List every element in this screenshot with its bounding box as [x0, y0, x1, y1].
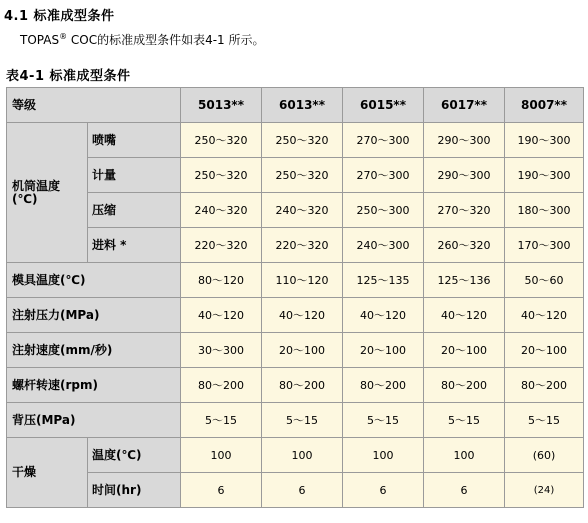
- row-label: 螺杆转速(rpm): [7, 368, 181, 403]
- grade-cell: 8007**: [505, 88, 584, 123]
- value-cell: 80～200: [262, 368, 343, 403]
- value-cell: 170～300: [505, 228, 584, 263]
- row-label: 背压(MPa): [7, 403, 181, 438]
- table-row: [7, 123, 584, 158]
- value-cell: 20～100: [424, 333, 505, 368]
- grade-cell: 5013**: [181, 88, 262, 123]
- value-cell: 100: [343, 438, 424, 473]
- row-label: 温度(℃): [88, 438, 181, 473]
- table-row: [7, 193, 584, 228]
- value-cell: 190～300: [505, 158, 584, 193]
- table-row: [7, 403, 584, 438]
- table-row: [7, 158, 584, 193]
- value-cell: 250～320: [262, 158, 343, 193]
- value-cell: 6: [262, 473, 343, 508]
- value-cell: 100: [424, 438, 505, 473]
- value-cell: 80～200: [343, 368, 424, 403]
- value-cell: 5～15: [424, 403, 505, 438]
- barrel-temperature-label: [7, 123, 88, 263]
- row-label: 时间(hr): [88, 473, 181, 508]
- value-cell: 270～300: [343, 158, 424, 193]
- table-row: [7, 473, 584, 508]
- value-cell: 6: [343, 473, 424, 508]
- registered-mark: ®: [59, 32, 68, 41]
- value-cell: 250～320: [262, 123, 343, 158]
- value-cell: 290～300: [424, 123, 505, 158]
- value-cell: 40～120: [424, 298, 505, 333]
- value-cell: 30～300: [181, 333, 262, 368]
- value-cell: 190～300: [505, 123, 584, 158]
- value-cell: 20～100: [262, 333, 343, 368]
- value-cell: 5～15: [262, 403, 343, 438]
- table-row: [7, 438, 584, 473]
- value-cell: 250～300: [343, 193, 424, 228]
- grade-cell: 6017**: [424, 88, 505, 123]
- value-cell: (60): [505, 438, 584, 473]
- value-cell: 20～100: [343, 333, 424, 368]
- row-label: 模具温度(℃): [7, 263, 181, 298]
- value-cell: 180～300: [505, 193, 584, 228]
- table-row: [7, 333, 584, 368]
- value-cell: 220～320: [181, 228, 262, 263]
- value-cell: 5～15: [181, 403, 262, 438]
- barrel-label-line1: 机筒温度: [12, 178, 61, 193]
- value-cell: 20～100: [505, 333, 584, 368]
- row-label: 喷嘴: [88, 123, 181, 158]
- intro-paragraph: [20, 31, 265, 48]
- value-cell: 40～120: [262, 298, 343, 333]
- value-cell: 125～135: [343, 263, 424, 298]
- value-cell: 240～300: [343, 228, 424, 263]
- value-cell: 250～320: [181, 158, 262, 193]
- value-cell: 240～320: [262, 193, 343, 228]
- row-label: 计量: [88, 158, 181, 193]
- intro-text-after: COC的标准成型条件如表4-1 所示。: [67, 33, 265, 47]
- value-cell: 125～136: [424, 263, 505, 298]
- value-cell: 240～320: [181, 193, 262, 228]
- value-cell: 5～15: [343, 403, 424, 438]
- value-cell: 80～120: [181, 263, 262, 298]
- value-cell: 260～320: [424, 228, 505, 263]
- value-cell: 80～200: [505, 368, 584, 403]
- table-row: [7, 298, 584, 333]
- value-cell: 220～320: [262, 228, 343, 263]
- row-label: 进料 *: [88, 228, 181, 263]
- value-cell: 290～300: [424, 158, 505, 193]
- grade-cell: 6013**: [262, 88, 343, 123]
- section-title: 4.1 标准成型条件: [4, 9, 115, 24]
- table-row: [7, 263, 584, 298]
- grade-cell: 6015**: [343, 88, 424, 123]
- table-row: [7, 228, 584, 263]
- value-cell: 100: [181, 438, 262, 473]
- barrel-label-line2: (℃): [12, 191, 38, 206]
- table-title: 表4-1 标准成型条件: [6, 69, 131, 84]
- value-cell: 40～120: [505, 298, 584, 333]
- value-cell: (24): [505, 473, 584, 508]
- intro-text-before: TOPAS: [20, 33, 60, 47]
- value-cell: 40～120: [343, 298, 424, 333]
- grade-header: 等级: [7, 88, 181, 123]
- value-cell: 6: [424, 473, 505, 508]
- value-cell: 40～120: [181, 298, 262, 333]
- value-cell: 100: [262, 438, 343, 473]
- row-label: 压缩: [88, 193, 181, 228]
- table-header-row: [7, 88, 584, 123]
- value-cell: 80～200: [424, 368, 505, 403]
- value-cell: 270～320: [424, 193, 505, 228]
- value-cell: 250～320: [181, 123, 262, 158]
- value-cell: 5～15: [505, 403, 584, 438]
- value-cell: 6: [181, 473, 262, 508]
- value-cell: 110～120: [262, 263, 343, 298]
- row-label: 注射压力(MPa): [7, 298, 181, 333]
- drying-label: 干燥: [7, 438, 88, 508]
- row-label: 注射速度(mm/秒): [7, 333, 181, 368]
- value-cell: 270～300: [343, 123, 424, 158]
- value-cell: 50～60: [505, 263, 584, 298]
- value-cell: 80～200: [181, 368, 262, 403]
- table-row: [7, 368, 584, 403]
- molding-conditions-table: [6, 87, 584, 508]
